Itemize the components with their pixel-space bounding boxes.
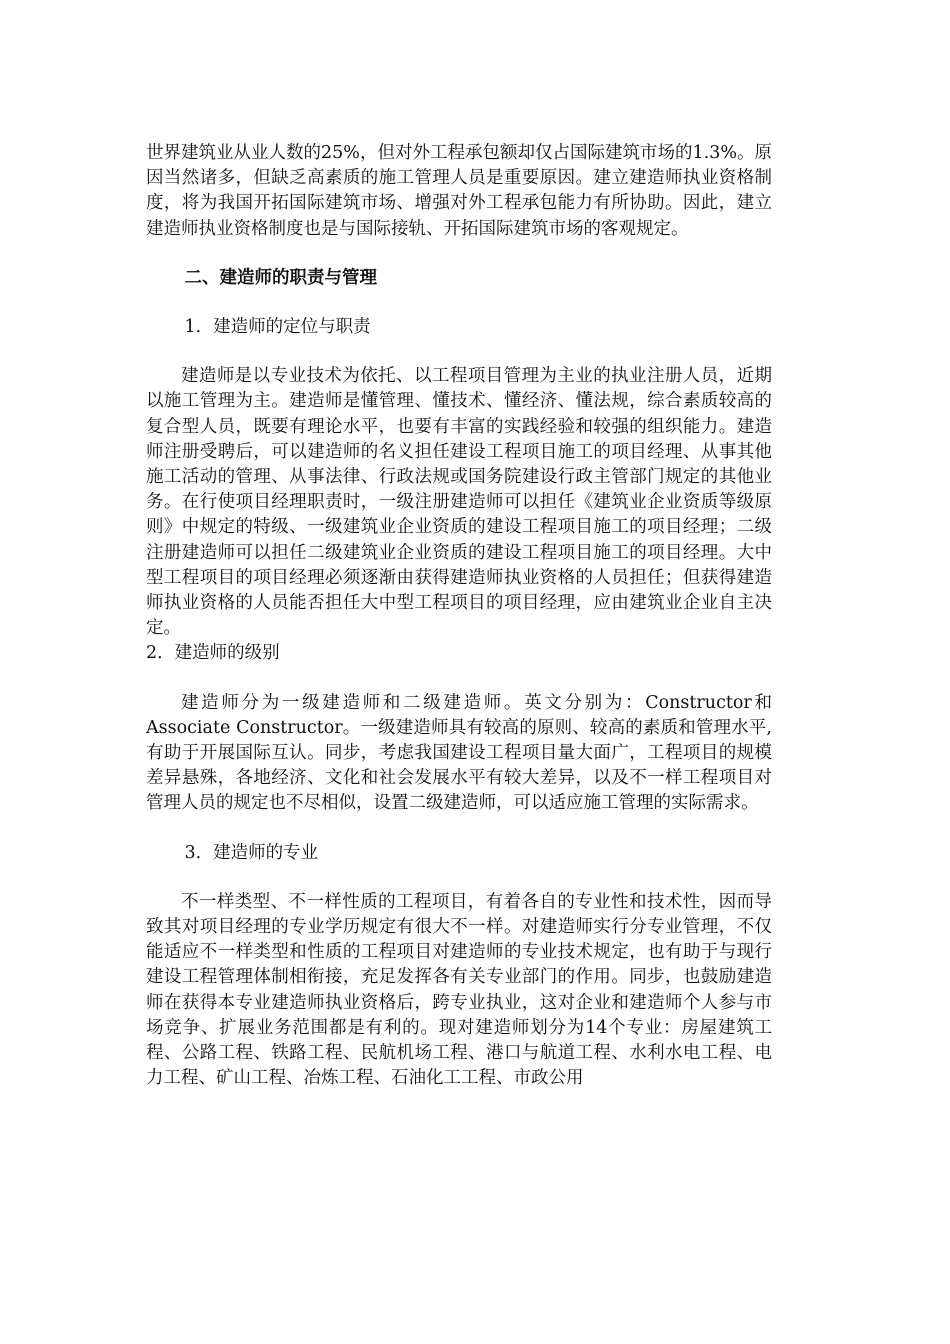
subheading-specialties: 3．建造师的专业 [184, 842, 319, 863]
document-page [146, 141, 772, 1092]
specialties-paragraph: 不一样类型、不一样性质的工程项目，有着各自的专业性和技术性，因而导致其对项目经理的专业学历规定有很大不一样。对建造师实行分专业管理，不仅能适应不一样类型和性质的工程项目对建造师的专业技术规定，也有助于与现行建设工程管理体制相衔接，充足发挥各有关专业部门的作用。同步，也鼓励建造师在获得本专业建造师执业资格后，跨专业执业，这对企业和建造师个人参与市场竞争、扩展业务范围都是有利的。现对建造师划分为14个专业：房屋建筑工程、公路工程、铁路工程、民航机场工程、港口与航道工程、水利水电工程、电力工程、矿山工程、冶炼工程、石油化工工程、市政公用 [146, 891, 772, 1089]
intro-continuation-paragraph: 世界建筑业从业人数的25%，但对外工程承包额却仅占国际建筑市场的1.3%。原因当然诸多，但缺乏高素质的施工管理人员是重要原因。建立建造师执业资格制度，将为我国开拓国际建筑市场、增强对外工程承包能力有所协助。因此，建立建造师执业资格制度也是与国际接轨、开拓国际建筑市场的客观规定。 [146, 143, 772, 239]
levels-paragraph: 建造师分为一级建造师和二级建造师。英文分别为：Constructor和Associate Constructor。一级建造师具有较高的原则、较高的素质和管理水平,有助于开展国际互认。同步，考虑我国建设工程项目量大面广，工程项目的规模差异悬殊，各地经济、文化和社会发展水平有较大差异，以及不一样工程项目对管理人员的规定也不尽相似，设置二级建造师，可以适应施工管理的实际需求。 [146, 692, 772, 814]
subheading-positioning: 1．建造师的定位与职责 [184, 317, 371, 338]
subheading-levels: 2．建造师的级别 [146, 643, 280, 664]
section-heading-responsibilities: 二、建造师的职责与管理 [184, 267, 377, 288]
positioning-paragraph: 建造师是以专业技术为依托、以工程项目管理为主业的执业注册人员，近期以施工管理为主。建造师是懂管理、懂技术、懂经济、懂法规，综合素质较高的复合型人员，既要有理论水平，也要有丰富的实践经验和较强的组织能力。建造师注册受聘后，可以建造师的名义担任建设工程项目施工的项目经理、从事其他施工活动的管理、从事法律、行政法规或国务院建设行政主管部门规定的其他业务。在行使项目经理职责时，一级注册建造师可以担任《建筑业企业资质等级原则》中规定的特级、一级建筑业企业资质的建设工程项目施工的项目经理；二级注册建造师可以担任二级建筑业企业资质的建设工程项目施工的项目经理。大中型工程项目的项目经理必须逐渐由获得建造师执业资格的人员担任；但获得建造师执业资格的人员能否担任大中型工程项目的项目经理，应由建筑业企业自主决定。 [146, 366, 772, 639]
